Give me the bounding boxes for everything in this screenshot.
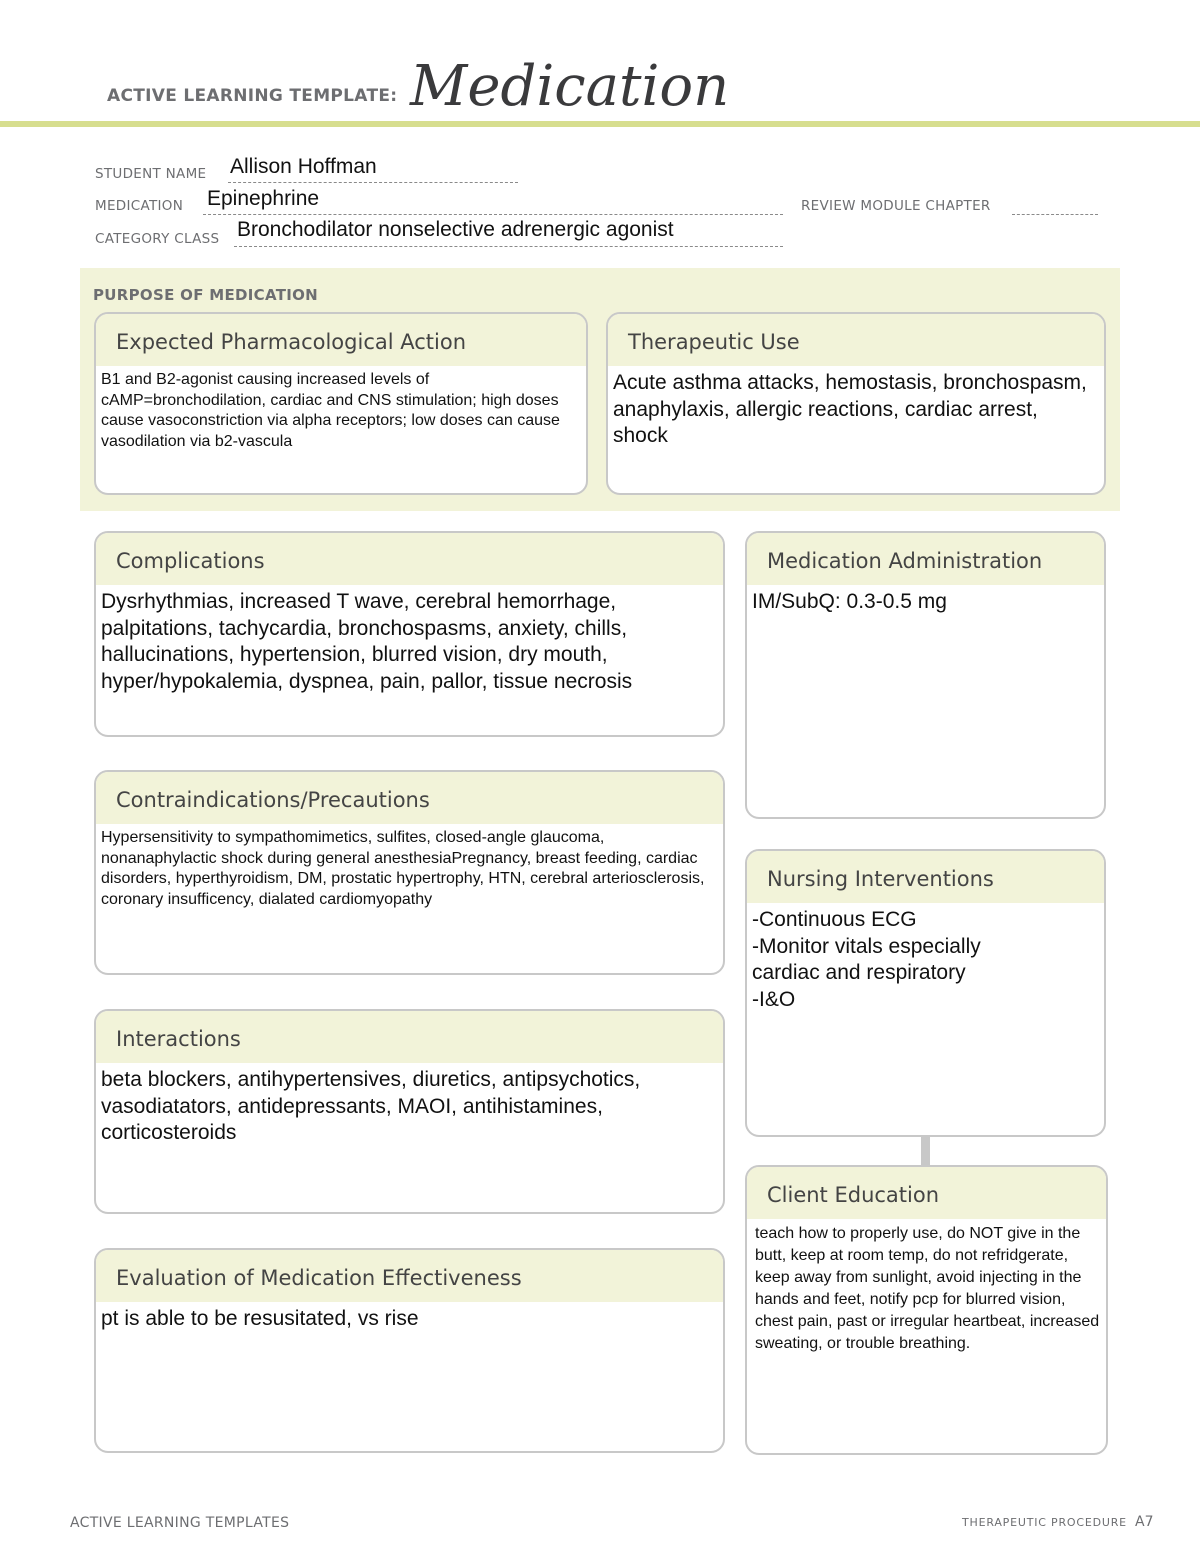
footer-left-label: ACTIVE LEARNING TEMPLATES [70, 1515, 290, 1531]
therapeutic-use-box [606, 312, 1106, 495]
template-label: ACTIVE LEARNING TEMPLATE: [107, 86, 398, 106]
interactions-heading: Interactions [96, 1011, 723, 1063]
footer-right-label: THERAPEUTIC PROCEDURE [962, 1516, 1127, 1529]
client-education-heading: Client Education [747, 1167, 1106, 1219]
category-class-line [234, 246, 783, 247]
student-name-label: STUDENT NAME [95, 166, 207, 182]
box-connector [921, 1135, 930, 1165]
evaluation-text[interactable]: pt is able to be resusitated, vs rise [101, 1307, 419, 1330]
contraindications-heading: Contraindications/Precautions [96, 772, 723, 824]
nursing-line: cardiac and respiratory [752, 961, 966, 984]
medication-line [203, 214, 783, 215]
nursing-line: -I&O [752, 987, 796, 1011]
expected-action-text[interactable]: B1 and B2-agonist causing increased levels of cAMP=bronchodilation, cardiac and CNS stimulation; high doses cause vasoconstriction via alpha receptors; low doses can cause vasodilation via b2-vascula [101, 371, 560, 450]
interactions-text[interactable]: beta blockers, antihypertensives, diuretics, antipsychotics, vasodiatators, antidepressants, MAOI, antihistamines, corticosteroids [101, 1068, 641, 1144]
client-education-text[interactable]: teach how to properly use, do NOT give in the butt, keep at room temp, do not refridgerate, keep away from sunlight, avoid injecting in the hands and feet, notify pcp for blurred vision, chest pain, past or irregular heartbeat, increased sweating, or trouble breathing. [755, 1225, 1100, 1352]
category-class-label: CATEGORY CLASS [95, 231, 220, 247]
purpose-title: PURPOSE OF MEDICATION [93, 286, 319, 304]
nursing-line: -Monitor vitals especially [752, 934, 981, 958]
page-number: A7 [1135, 1514, 1154, 1530]
nursing-line: -Continuous ECG [752, 908, 917, 931]
nursing-interventions-heading: Nursing Interventions [747, 851, 1104, 903]
nursing-interventions-box [745, 849, 1106, 1137]
student-name-field[interactable]: Allison Hoffman [230, 155, 377, 178]
therapeutic-use-heading: Therapeutic Use [608, 314, 1104, 366]
administration-text[interactable]: IM/SubQ: 0.3-0.5 mg [752, 590, 947, 613]
evaluation-box [94, 1248, 725, 1453]
client-education-box [745, 1165, 1108, 1455]
expected-action-heading: Expected Pharmacological Action [96, 314, 586, 366]
review-module-line [1012, 214, 1098, 215]
administration-heading: Medication Administration [747, 533, 1104, 585]
interactions-box [94, 1009, 725, 1214]
contraindications-text[interactable]: Hypersensitivity to sympathomimetics, sulfites, closed-angle glaucoma, nonanaphylactic shock during general anesthesiaPregnancy, breast feeding, cardiac disorders, hyperthyroidism, DM, prostatic hypertrophy, HTN, cerebral arteriosclerosis, coronary insufficency, dialated cardiomyopathy [101, 829, 705, 908]
medication-label: MEDICATION [95, 198, 184, 214]
student-name-line [228, 182, 518, 183]
nursing-interventions-text[interactable] [747, 903, 1104, 1013]
evaluation-heading: Evaluation of Medication Effectiveness [96, 1250, 723, 1302]
header-divider [0, 121, 1200, 127]
expected-action-box [94, 312, 588, 495]
category-class-field[interactable]: Bronchodilator nonselective adrenergic agonist [237, 218, 674, 241]
review-module-label: REVIEW MODULE CHAPTER [801, 198, 991, 214]
page-title: Medication [410, 54, 730, 119]
therapeutic-use-text[interactable]: Acute asthma attacks, hemostasis, bronchospasm, anaphylaxis, allergic reactions, cardiac arrest, shock [613, 371, 1087, 447]
medication-field[interactable]: Epinephrine [207, 187, 320, 210]
complications-heading: Complications [96, 533, 723, 585]
complications-box [94, 531, 725, 737]
administration-box [745, 531, 1106, 819]
contraindications-box [94, 770, 725, 975]
complications-text[interactable]: Dysrhythmias, increased T wave, cerebral hemorrhage, palpitations, tachycardia, bronchospasms, anxiety, chills, hallucinations, hypertension, blurred vision, dry mouth, hyper/hypokalemia, dyspnea, pain, pallor, tissue necrosis [101, 590, 633, 693]
